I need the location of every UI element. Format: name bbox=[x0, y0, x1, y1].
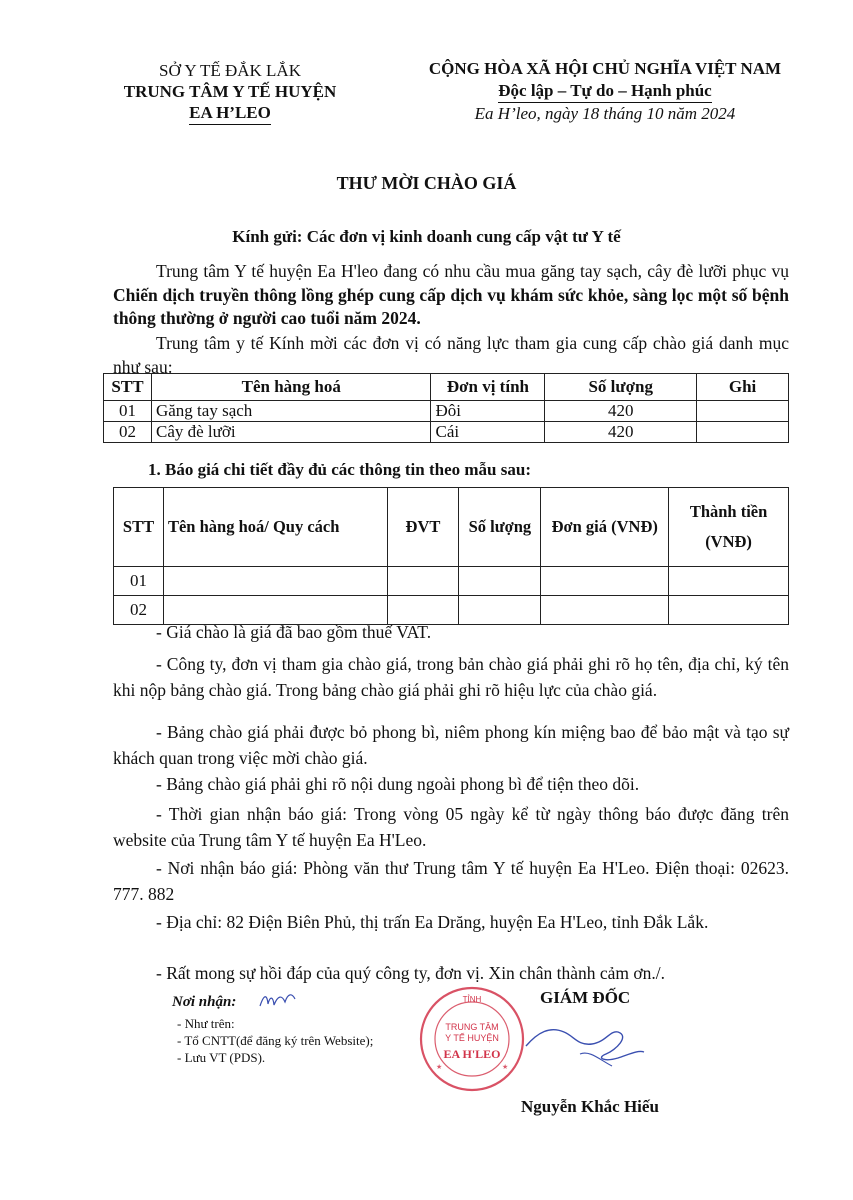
note-item: - Rất mong sự hồi đáp của quý công ty, đơn vị. Xin chân thành cảm ơn./. bbox=[156, 963, 665, 983]
item-list-table bbox=[103, 373, 789, 443]
intro-paragraph bbox=[113, 260, 789, 331]
table-header-row bbox=[114, 488, 789, 567]
handwritten-signature bbox=[520, 1010, 650, 1080]
motto: Độc lập – Tự do – Hạnh phúc bbox=[498, 80, 711, 103]
cell-stt: 02 bbox=[104, 422, 152, 443]
table-row bbox=[104, 401, 789, 422]
cell-quantity bbox=[459, 567, 541, 596]
recipients-label: Nơi nhận: bbox=[172, 994, 237, 1010]
signer-title: GIÁM ĐỐC bbox=[540, 988, 631, 1007]
intro-campaign: Chiến dịch truyền thông lồng ghép cung cấp dịch vụ khám sức khỏe, sàng lọc một số bệnh thông thường ở người cao tuổi năm 2024. bbox=[113, 284, 789, 328]
table-row bbox=[104, 422, 789, 443]
issuer-name-line2: EA H’LEO bbox=[189, 102, 271, 125]
issuer-name: TRUNG TÂM Y TẾ HUYỆN bbox=[123, 82, 337, 101]
stamp-line3: EA H'LEO bbox=[443, 1047, 501, 1061]
national-motto-block bbox=[395, 58, 815, 125]
stamp-line1: TRUNG TÂM bbox=[445, 1022, 499, 1032]
recipients-list bbox=[177, 1015, 373, 1066]
cell-item-name: Găng tay sạch bbox=[151, 401, 431, 422]
initials-scribble bbox=[258, 990, 298, 1012]
cell-total bbox=[669, 567, 789, 596]
section-heading: 1. Báo giá chi tiết đầy đủ các thông tin theo mẫu sau: bbox=[148, 460, 531, 479]
cell-item-spec bbox=[163, 567, 387, 596]
note-item: - Nơi nhận báo giá: Phòng văn thư Trung tâm Y tế huyện Ea H'Leo. Điện thoại: 02623. 777. 882 bbox=[113, 858, 789, 904]
note-item: - Bảng chào giá phải được bỏ phong bì, niêm phong kín miệng bao để bảo mật và tạo sự khách quan trong việc mời chào giá. bbox=[113, 722, 789, 768]
cell-unit-price bbox=[541, 567, 669, 596]
stamp-star: ★ bbox=[502, 1064, 509, 1071]
col-quantity: Số lượng bbox=[545, 374, 697, 401]
greeting: Kính gửi: Các đơn vị kinh doanh cung cấp vật tư Y tế bbox=[232, 227, 621, 246]
cell-quantity: 420 bbox=[545, 401, 697, 422]
cell-unit bbox=[387, 567, 459, 596]
col-unit: Đơn vị tính bbox=[431, 374, 545, 401]
col-stt: STT bbox=[114, 488, 164, 567]
cell-note bbox=[697, 422, 789, 443]
recipient-item: - Lưu VT (PDS). bbox=[177, 1050, 266, 1065]
stamp-star: ★ bbox=[436, 1064, 443, 1071]
col-unit: ĐVT bbox=[387, 488, 459, 567]
col-unit-price: Đơn giá (VNĐ) bbox=[541, 488, 669, 567]
cell-stt: 01 bbox=[114, 567, 164, 596]
col-item-name: Tên hàng hoá bbox=[151, 374, 431, 401]
intro-text: Trung tâm Y tế huyện Ea H'leo đang có nhu cầu mua găng tay sạch, cây đè lưỡi phục vụ bbox=[156, 261, 789, 281]
invite-paragraph: Trung tâm y tế Kính mời các đơn vị có năng lực tham gia cung cấp chào giá danh mục như sau: bbox=[113, 333, 789, 377]
cell-quantity: 420 bbox=[545, 422, 697, 443]
col-note: Ghi bbox=[697, 374, 789, 401]
table-header-row bbox=[104, 374, 789, 401]
signer-name: Nguyễn Khắc Hiếu bbox=[521, 1097, 659, 1116]
note-item: - Công ty, đơn vị tham gia chào giá, trong bản chào giá phải ghi rõ họ tên, địa chỉ, ký tên khi nộp bảng chào giá. Trong bảng chào giá phải ghi rõ hiệu lực của chào giá. bbox=[113, 654, 789, 700]
note-item: - Bảng chào giá phải ghi rõ nội dung ngoài phong bì để tiện theo dõi. bbox=[156, 774, 640, 794]
table-row bbox=[114, 567, 789, 596]
country-name: CỘNG HÒA XÃ HỘI CHỦ NGHĨA VIỆT NAM bbox=[428, 59, 782, 78]
cell-item-name: Cây đè lưỡi bbox=[151, 422, 431, 443]
col-item-spec: Tên hàng hoá/ Quy cách bbox=[163, 488, 387, 567]
stamp-line2: Y TẾ HUYỆN bbox=[445, 1033, 499, 1043]
document-title: THƯ MỜI CHÀO GIÁ bbox=[336, 173, 517, 193]
note-item: - Giá chào là giá đã bao gồm thuế VAT. bbox=[156, 622, 432, 642]
official-stamp bbox=[418, 985, 526, 1093]
quote-template-table bbox=[113, 487, 789, 625]
cell-unit: Cái bbox=[431, 422, 545, 443]
cell-note bbox=[697, 401, 789, 422]
cell-stt: 01 bbox=[104, 401, 152, 422]
col-quantity: Số lượng bbox=[459, 488, 541, 567]
col-stt: STT bbox=[104, 374, 152, 401]
recipient-item: - Như trên: bbox=[177, 1016, 235, 1031]
note-item: - Địa chỉ: 82 Điện Biên Phủ, thị trấn Ea Drăng, huyện Ea H'Leo, tỉnh Đắk Lắk. bbox=[156, 912, 709, 932]
issuer-department: SỞ Y TẾ ĐẮK LẮK bbox=[159, 61, 301, 80]
stamp-top-text: TỈNH bbox=[462, 995, 482, 1004]
issuer-block bbox=[100, 60, 360, 125]
recipient-item: - Tổ CNTT(để đăng ký trên Website); bbox=[177, 1033, 374, 1048]
cell-unit: Đôi bbox=[431, 401, 545, 422]
cell-stt: 02 bbox=[114, 596, 164, 625]
note-item: - Thời gian nhận báo giá: Trong vòng 05 ngày kể từ ngày thông báo được đăng trên website của Trung tâm Y tế huyện Ea H'Leo. bbox=[113, 804, 789, 850]
col-total: Thành tiền (VNĐ) bbox=[669, 488, 789, 567]
place-date: Ea H’leo, ngày 18 tháng 10 năm 2024 bbox=[474, 104, 736, 123]
